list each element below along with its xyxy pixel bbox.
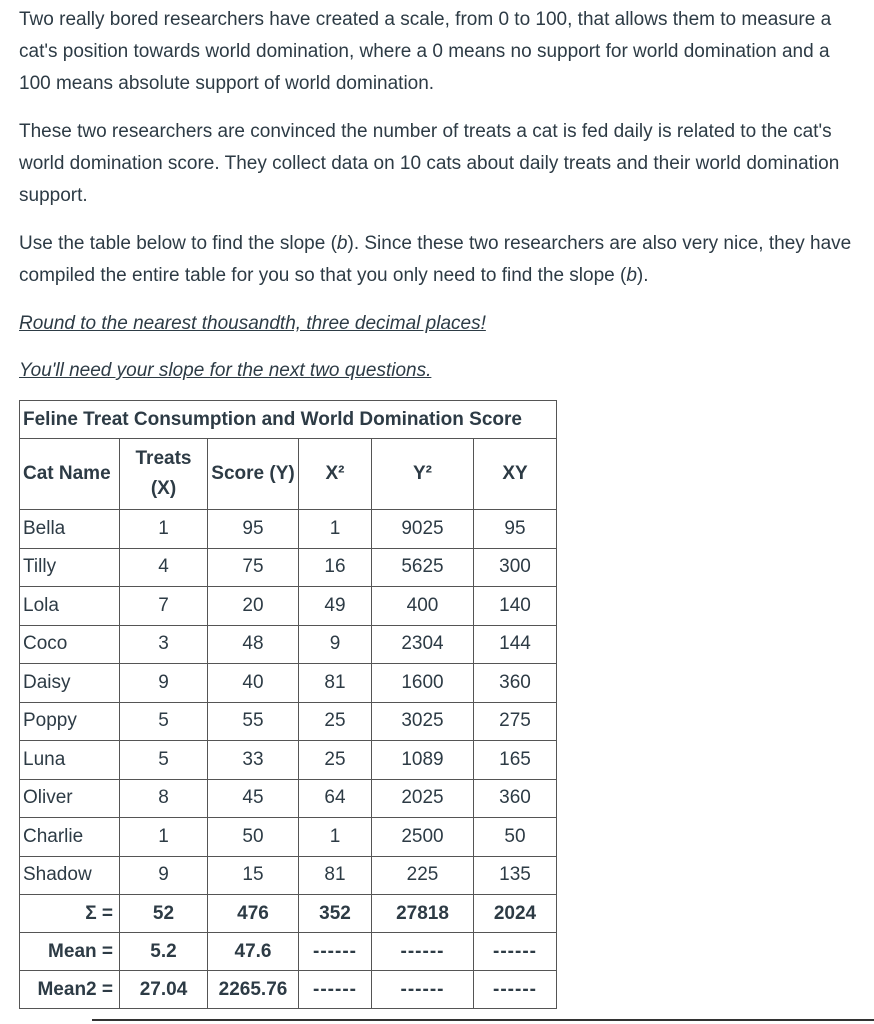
cell-name: Coco (20, 625, 120, 664)
cell-x2: 25 (299, 702, 372, 741)
cell-y: 33 (208, 741, 299, 780)
header-y-squared: Y² (372, 439, 474, 510)
table-row (20, 741, 557, 780)
cell-y2: 225 (372, 856, 474, 895)
table-header-row (20, 439, 557, 510)
table-row (20, 818, 557, 857)
intro-paragraph: Two really bored researchers have created a scale, from 0 to 100, that allows them to measure a cat's position towards world domination, where a 0 means no support for world domination and a 100 means absolute support of world domination. (19, 9, 832, 94)
table-caption: Feline Treat Consumption and World Domination Score (20, 401, 557, 439)
instruction-paragraph (19, 228, 864, 292)
table-row (20, 625, 557, 664)
header-cat-name: Cat Name (20, 439, 120, 510)
cell-x2: 64 (299, 779, 372, 818)
cell-x2: 25 (299, 741, 372, 780)
cell-x2: 9 (299, 625, 372, 664)
slope-reuse-note-text: You'll need your slope for the next two questions. (19, 360, 432, 381)
mean2-y: 2265.76 (208, 971, 299, 1009)
cell-name: Shadow (20, 856, 120, 895)
mean-x2: ------ (299, 933, 372, 971)
cell-xy: 135 (474, 856, 557, 895)
mean2-label: Mean2 = (20, 971, 120, 1009)
table-row (20, 779, 557, 818)
cell-name: Bella (20, 510, 120, 549)
mean-label: Mean = (20, 933, 120, 971)
cell-y2: 2500 (372, 818, 474, 857)
bottom-divider (92, 1019, 874, 1021)
mean-x: 5.2 (120, 933, 208, 971)
cell-x: 7 (120, 587, 208, 626)
cell-name: Poppy (20, 702, 120, 741)
cell-x: 4 (120, 548, 208, 587)
mean-y: 47.6 (208, 933, 299, 971)
mean-xy: ------ (474, 933, 557, 971)
cell-y: 95 (208, 510, 299, 549)
cell-xy: 165 (474, 741, 557, 780)
cell-name: Daisy (20, 664, 120, 703)
sum-y: 476 (208, 895, 299, 933)
instruction-text-d: ). (636, 265, 649, 286)
cell-y: 20 (208, 587, 299, 626)
cell-xy: 360 (474, 779, 557, 818)
cell-xy: 95 (474, 510, 557, 549)
cell-xy: 50 (474, 818, 557, 857)
header-treats (120, 439, 208, 510)
cell-name: Oliver (20, 779, 120, 818)
data-collection-paragraph: These two researchers are convinced the number of treats a cat is fed daily is related to the cat's world domination score. They collect data on 10 cats about daily treats and their world domination support. (19, 121, 840, 206)
cell-y2: 1600 (372, 664, 474, 703)
cell-xy: 360 (474, 664, 557, 703)
cell-y2: 5625 (372, 548, 474, 587)
cell-xy: 140 (474, 587, 557, 626)
sum-row (20, 895, 557, 933)
cell-x: 5 (120, 741, 208, 780)
cell-x: 9 (120, 856, 208, 895)
cell-y2: 9025 (372, 510, 474, 549)
mean-row (20, 933, 557, 971)
cell-x: 9 (120, 664, 208, 703)
sum-label: Σ = (20, 895, 120, 933)
rounding-note-text: Round to the nearest thousandth, three decimal places! (19, 313, 486, 334)
table-row (20, 587, 557, 626)
mean2-row (20, 971, 557, 1009)
header-treats-line1: Treats (135, 448, 192, 469)
instruction-text-c: ). Since these two researchers are also very nice, they have compiled the entire table for you so that you only need to find the slope ( (19, 233, 852, 286)
cell-y: 48 (208, 625, 299, 664)
mean2-x: 27.04 (120, 971, 208, 1009)
cell-x2: 16 (299, 548, 372, 587)
sum-x: 52 (120, 895, 208, 933)
cat-data-table (19, 400, 557, 1009)
table-row (20, 702, 557, 741)
cell-x: 3 (120, 625, 208, 664)
cell-name: Tilly (20, 548, 120, 587)
cell-x: 1 (120, 510, 208, 549)
cell-x2: 81 (299, 664, 372, 703)
cell-x: 5 (120, 702, 208, 741)
header-treats-line2: (X) (150, 478, 177, 499)
cell-y2: 2304 (372, 625, 474, 664)
cell-x2: 1 (299, 510, 372, 549)
slope-symbol: b (336, 233, 348, 254)
rounding-note (19, 308, 864, 340)
sum-xy: 2024 (474, 895, 557, 933)
slope-symbol-2: b (626, 265, 637, 286)
cell-xy: 300 (474, 548, 557, 587)
slope-reuse-note (19, 355, 864, 387)
table-row (20, 856, 557, 895)
header-score: Score (Y) (208, 439, 299, 510)
mean2-y2: ------ (372, 971, 474, 1009)
instruction-text-a: Use the table below to find the slope ( (19, 233, 337, 254)
cell-y: 50 (208, 818, 299, 857)
sum-y2: 27818 (372, 895, 474, 933)
cell-xy: 144 (474, 625, 557, 664)
cell-y2: 400 (372, 587, 474, 626)
question-content (19, 4, 864, 1009)
cell-name: Charlie (20, 818, 120, 857)
cell-name: Lola (20, 587, 120, 626)
cell-y2: 2025 (372, 779, 474, 818)
cell-y: 40 (208, 664, 299, 703)
mean2-xy: ------ (474, 971, 557, 1009)
cell-x2: 81 (299, 856, 372, 895)
mean2-x2: ------ (299, 971, 372, 1009)
cell-y: 45 (208, 779, 299, 818)
table-row (20, 664, 557, 703)
header-xy: XY (474, 439, 557, 510)
cell-y2: 3025 (372, 702, 474, 741)
cell-y: 75 (208, 548, 299, 587)
cell-x: 8 (120, 779, 208, 818)
cell-xy: 275 (474, 702, 557, 741)
table-row (20, 548, 557, 587)
cell-x2: 49 (299, 587, 372, 626)
table-row (20, 510, 557, 549)
cell-y2: 1089 (372, 741, 474, 780)
cell-x: 1 (120, 818, 208, 857)
cell-y: 55 (208, 702, 299, 741)
cell-y: 15 (208, 856, 299, 895)
cell-name: Luna (20, 741, 120, 780)
cell-x2: 1 (299, 818, 372, 857)
sum-x2: 352 (299, 895, 372, 933)
header-x-squared: X² (299, 439, 372, 510)
mean-y2: ------ (372, 933, 474, 971)
